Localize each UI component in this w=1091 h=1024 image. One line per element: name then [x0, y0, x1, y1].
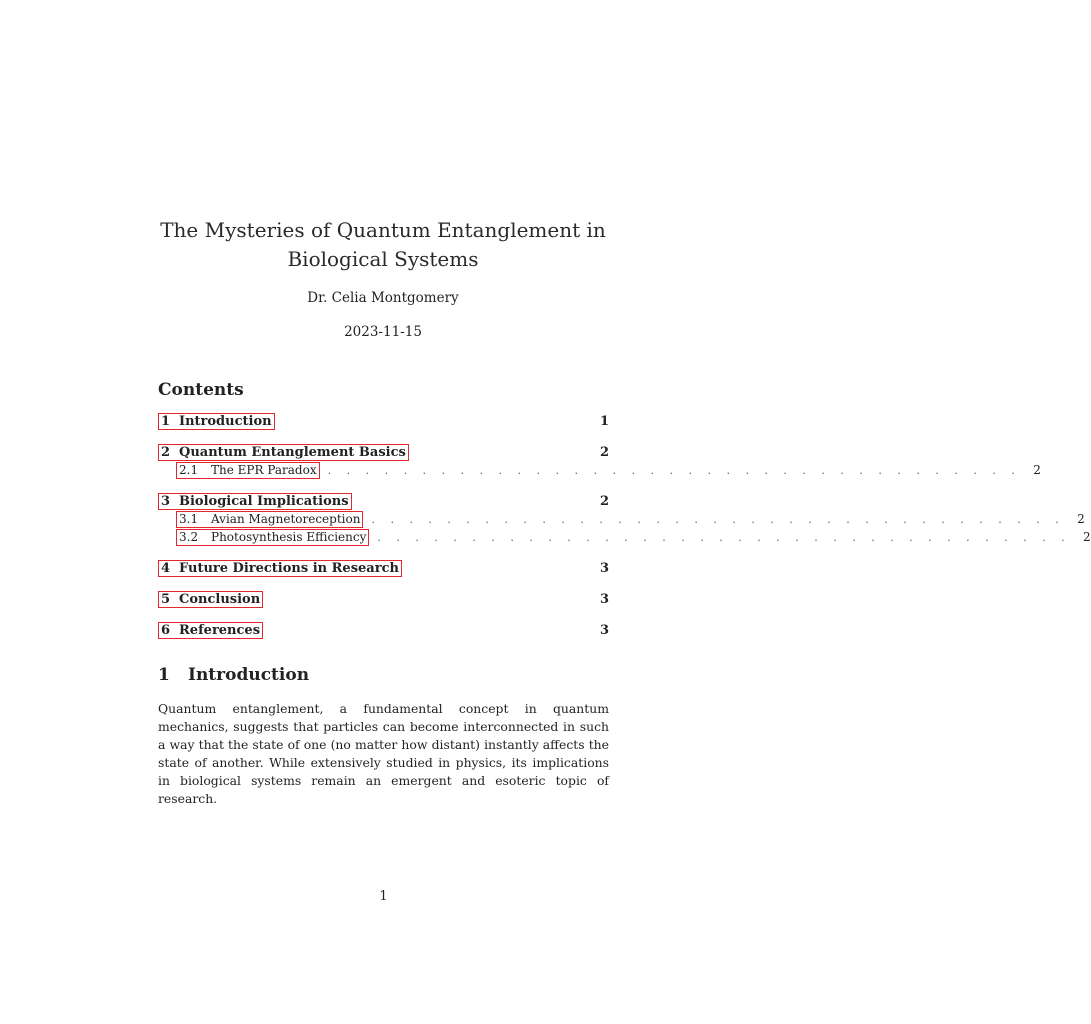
toc-number: 2.1: [179, 463, 199, 477]
author: Dr. Celia Montgomery: [307, 290, 459, 306]
toc-entry: [158, 493, 609, 511]
toc-entry: [158, 591, 609, 609]
toc-page-number: 2: [1083, 530, 1091, 544]
toc-page-number: 3: [599, 623, 609, 638]
section-number: 1: [158, 665, 170, 685]
toc-link-biological-implications[interactable]: [158, 493, 352, 510]
toc-section-5: [158, 591, 609, 609]
toc-section-4: [158, 560, 609, 578]
toc-label: Quantum Entanglement Basics: [179, 445, 406, 460]
toc-leader-dots: . . . . . . . . . . . . . . . . . . . . . . . . . . . . . . . . . . . . .: [327, 464, 1021, 477]
toc-page-number: 3: [599, 592, 609, 607]
toc-leader-dots: . . . . . . . . . . . . . . . . . . . . . . . . . . . . . . . . . . . . .: [377, 531, 1071, 544]
toc-link-photosynthesis-efficiency[interactable]: [176, 529, 369, 546]
table-of-contents: [158, 413, 1091, 653]
toc-entry: [158, 444, 609, 462]
toc-label: Photosynthesis Efficiency: [211, 530, 367, 544]
toc-number: 3: [161, 494, 171, 509]
toc-entry: [158, 560, 609, 578]
toc-page-number: 1: [599, 414, 609, 429]
toc-link-conclusion[interactable]: [158, 591, 263, 608]
date: 2023-11-15: [344, 324, 422, 340]
toc-number: 4: [161, 561, 171, 576]
toc-subentry: [158, 462, 1041, 480]
toc-number: 5: [161, 592, 171, 607]
title-line-2: Biological Systems: [287, 247, 479, 271]
toc-link-avian-magnetoreception[interactable]: [176, 511, 363, 528]
section-title: Introduction: [188, 665, 310, 685]
toc-number: 2: [161, 445, 171, 460]
page-number: 1: [379, 889, 388, 904]
toc-number: 1: [161, 414, 171, 429]
toc-label: Future Directions in Research: [179, 561, 399, 576]
toc-link-future-directions[interactable]: [158, 560, 402, 577]
toc-number: 3.2: [179, 530, 199, 544]
toc-number: 6: [161, 623, 171, 638]
toc-link-quantum-entanglement-basics[interactable]: [158, 444, 409, 461]
toc-label: Introduction: [179, 414, 272, 429]
toc-label: Avian Magnetoreception: [211, 512, 361, 526]
introduction-paragraph: Quantum entanglement, a fundamental concept in quantum mechanics, suggests that particles can become interconnected in such a way that the state of one (no matter how distant) instantly affects the state of another. While extensively studied in physics, its implications in biological systems remain an emergent and esoteric topic of research.: [158, 701, 609, 806]
toc-page-number: 2: [1077, 512, 1085, 526]
title-line-1: The Mysteries of Quantum Entanglement in: [160, 218, 606, 242]
toc-subentry: [158, 511, 1085, 529]
toc-entry: [158, 622, 609, 640]
toc-section-2: [158, 444, 1041, 480]
toc-page-number: 3: [599, 561, 609, 576]
toc-number: 3.1: [179, 512, 199, 526]
toc-label: References: [179, 623, 261, 638]
toc-section-6: [158, 622, 609, 640]
toc-link-epr-paradox[interactable]: [176, 462, 320, 479]
toc-page-number: 2: [599, 445, 609, 460]
toc-label: Conclusion: [179, 592, 261, 607]
toc-subentry: [158, 529, 1091, 547]
toc-link-introduction[interactable]: [158, 413, 275, 430]
toc-page-number: 2: [1033, 463, 1041, 477]
toc-section-3: [158, 493, 1091, 547]
toc-section-1: [158, 413, 609, 431]
toc-label: The EPR Paradox: [211, 463, 317, 477]
toc-page-number: 2: [599, 494, 609, 509]
toc-entry: [158, 413, 609, 431]
toc-heading: Contents: [158, 380, 244, 400]
section-heading-introduction: [158, 665, 309, 685]
toc-label: Biological Implications: [179, 494, 349, 509]
toc-link-references[interactable]: [158, 622, 263, 639]
document-title: [158, 216, 608, 274]
toc-leader-dots: . . . . . . . . . . . . . . . . . . . . . . . . . . . . . . . . . . . . .: [371, 513, 1065, 526]
